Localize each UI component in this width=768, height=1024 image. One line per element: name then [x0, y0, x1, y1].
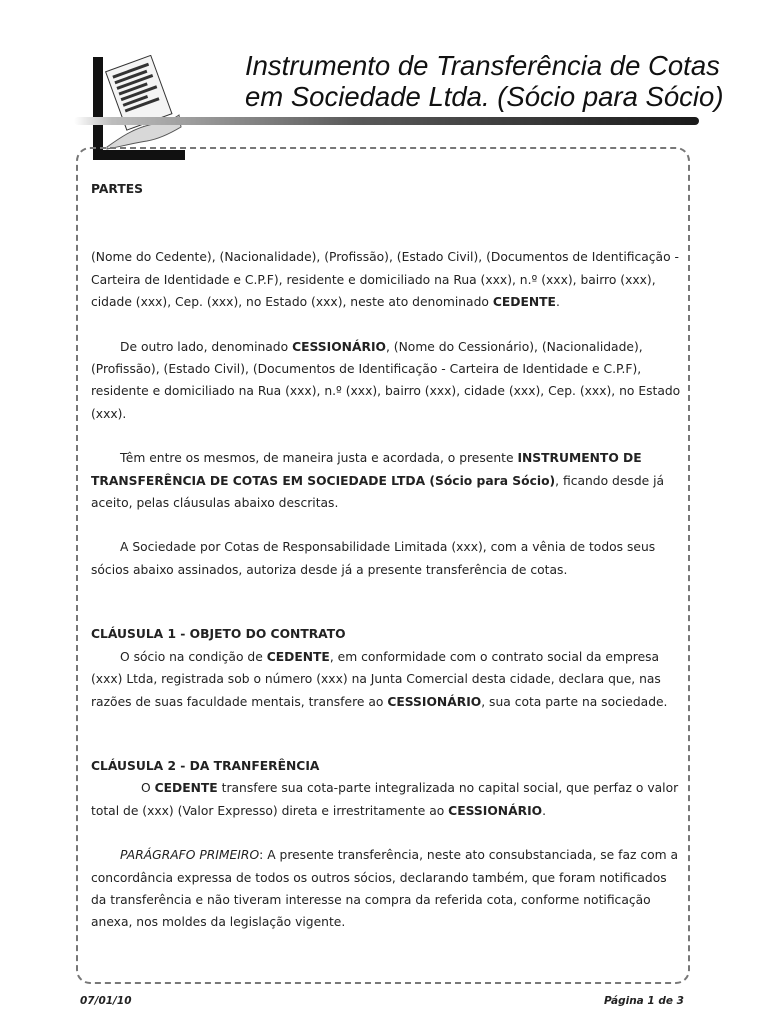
paragraph-cedente: (Nome do Cedente), (Nacionalidade), (Profissão), (Estado Civil), (Documentos de Identificação - Carteira de Identidade e C.P.F), residente e domiciliado na Rua (xxx), n.º (xxx), bairro (xxx), cidade (xxx), Cep. (xxx), no Estado (xxx), neste ato denominado CEDENTE.	[91, 250, 679, 310]
paragraph-acordo: Têm entre os mesmos, de maneira justa e acordada, o presente INSTRUMENTO DE TRANSFERÊNCIA DE COTAS EM SOCIEDADE LTDA (Sócio para Sócio), ficando desde já aceito, pelas cláusulas abaixo descritas.	[91, 451, 665, 511]
section-heading-clausula-2: CLÁUSULA 2 - DA TRANFERÊNCIA	[91, 758, 320, 773]
document-body	[91, 178, 681, 934]
paragraph-cessionario: De outro lado, denominado CESSIONÁRIO, (Nome do Cessionário), (Nacionalidade), (Profissão), (Estado Civil), (Documentos de Identificação - Carteira de Identidade e C.P.F), residente e domiciliado na Rua (xxx), n.º (xxx), bairro (xxx), cidade (xxx), Cep. (xxx), no Estado (xxx).	[91, 339, 681, 421]
footer-date: 07/01/10	[80, 995, 132, 1007]
section-heading-partes: PARTES	[91, 182, 143, 196]
paragraph-sociedade: A Sociedade por Cotas de Responsabilidade Limitada (xxx), com a vênia de todos seus sócios abaixo assinados, autoriza desde já a presente transferência de cotas.	[91, 540, 656, 577]
paragraph-clausula-2: O CEDENTE transfere sua cota-parte integralizada no capital social, que perfaz o valor total de (xxx) (Valor Expresso) direta e irrestritamente ao CESSIONÁRIO.	[91, 781, 679, 818]
paragraph-clausula-1: O sócio na condição de CEDENTE, em conformidade com o contrato social da empresa (xxx) Ltda, registrada sob o número (xxx) na Junta Comercial desta cidade, declara que, nas razões de suas faculdade mentais, transfere ao CESSIONÁRIO, sua cota parte na sociedade.	[91, 649, 668, 709]
title-line-1: Instrumento de Transferência de Cotas	[245, 50, 720, 81]
document-title	[245, 50, 745, 112]
paragraph-primeiro: PARÁGRAFO PRIMEIRO: A presente transferência, neste ato consubstanciada, se faz com a concordância expressa de todos os outros sócios, declarando também, que foram notificados da transferência e não tiveram interesse na compra da referida cota, conforme notificação anexa, nos moldes da legislação vigente.	[91, 848, 679, 930]
header-rule	[74, 117, 699, 125]
document-hand-logo	[93, 55, 185, 160]
title-line-2: em Sociedade Ltda. (Sócio para Sócio)	[245, 81, 724, 112]
footer-page-number: Página 1 de 3	[603, 995, 684, 1007]
section-heading-clausula-1: CLÁUSULA 1 - OBJETO DO CONTRATO	[91, 627, 346, 642]
